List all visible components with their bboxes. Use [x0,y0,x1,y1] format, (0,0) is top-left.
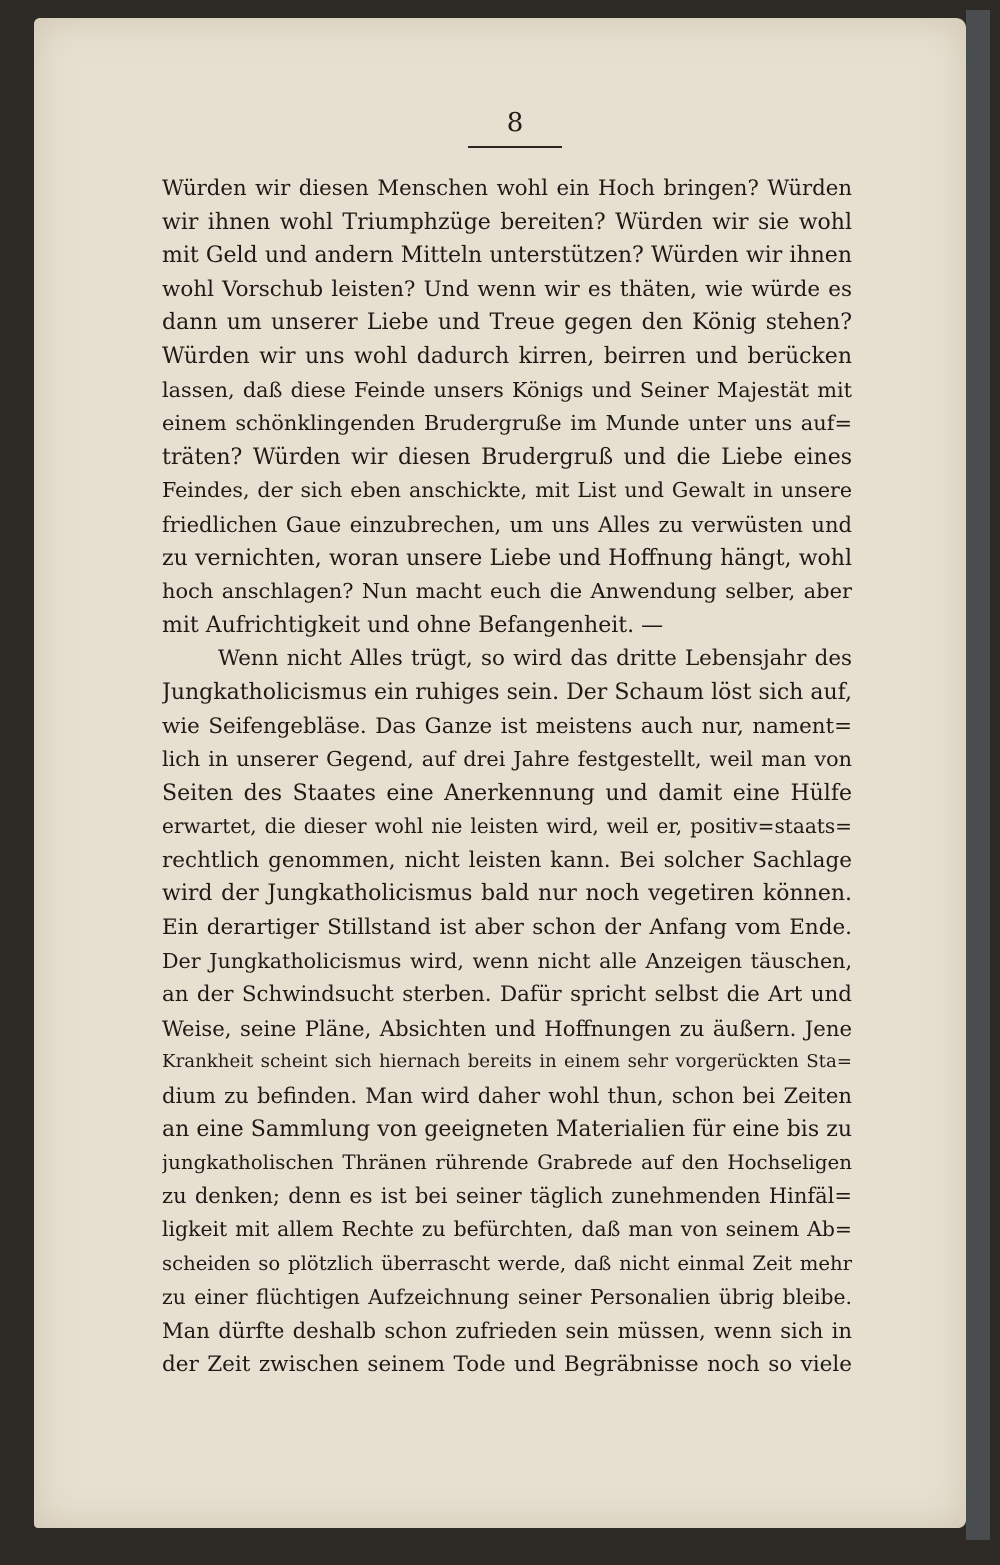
text-line: zu denken; denn es ist bei seiner täglich zunehmenden Hinfäl= [162,1183,852,1208]
text-line: Würden wir uns wohl dadurch kirren, beirren und berücken [162,343,852,369]
text-line: scheiden so plötzlich überrascht werde, daß nicht einmal Zeit mehr [162,1252,852,1275]
text-line: friedlichen Gaue einzubrechen, um uns Alles zu verwüsten und [162,511,852,537]
text-line: Man dürfte deshalb schon zufrieden sein müssen, wenn sich in [162,1318,852,1344]
text-line: Wenn nicht Alles trügt, so wird das dritte Lebensjahr des [218,646,852,672]
text-line: erwartet, die dieser wohl nie leisten wird, weil er, positiv=staats= [162,814,852,839]
text-line: wie Seifengebläse. Das Ganze ist meistens auch nur, nament= [162,713,852,739]
body-text [162,172,852,1381]
text-line: an der Schwindsucht sterben. Dafür spricht selbst die Art und [162,982,852,1008]
text-line: an eine Sammlung von geeigneten Materialien für eine bis zu [162,1116,852,1142]
text-line: jungkatholischen Thränen rührende Grabrede auf den Hochseligen [162,1151,852,1175]
text-line: der Zeit zwischen seinem Tode und Begräbnisse noch so viele [162,1351,852,1377]
text-line: hoch anschlagen? Nun macht euch die Anwendung selber, aber [162,579,852,604]
text-line: lich in unserer Gegend, auf drei Jahre festgestellt, weil man von [162,747,852,772]
text-line: mit Geld und andern Mitteln unterstützen? Würden wir ihnen [162,243,852,269]
text-line: Jungkatholicismus ein ruhiges sein. Der Schaum löst sich auf, [162,679,852,705]
text-line: zu vernichten, woran unsere Liebe und Hoffnung hängt, wohl [162,545,852,571]
text-line: Ein derartiger Stillstand ist aber schon der Anfang vom Ende. [162,915,852,941]
page-number: 8 [506,108,524,138]
text-line: dann um unserer Liebe und Treue gegen den König stehen? [162,310,852,336]
text-line: wird der Jungkatholicismus bald nur noch vegetiren können. [162,881,852,907]
text-line: rechtlich genommen, nicht leisten kann. Bei solcher Sachlage [162,847,852,873]
text-line: Weise, seine Pläne, Absichten und Hoffnungen zu äußern. Jene [162,1015,852,1041]
text-line: Seiten des Staates eine Anerkennung und damit eine Hülfe [162,780,852,806]
text-line: träten? Würden wir diesen Brudergruß und die Liebe eines [162,444,852,470]
text-line: Würden wir diesen Menschen wohl ein Hoch bringen? Würden [162,176,852,201]
text-line: zu einer flüchtigen Aufzeichnung seiner Personalien übrig bleibe. [162,1284,852,1309]
text-line: Krankheit scheint sich hiernach bereits in einem sehr vorgerückten Sta= [162,1051,852,1073]
text-line: wohl Vorschub leisten? Und wenn wir es thäten, wie würde es [162,276,852,302]
page-number-rule [468,146,562,148]
text-line: Der Jungkatholicismus wird, wenn nicht alle Anzeigen täuschen, [162,948,852,973]
text-line: lassen, daß diese Feinde unsers Königs und Seiner Majestät mit [162,377,852,402]
text-line: einem schönklingenden Brudergruße im Munde unter uns auf= [162,411,852,436]
book-edge [966,10,990,1540]
text-line: wir ihnen wohl Triumphzüge bereiten? Würden wir sie wohl [162,209,852,235]
text-line: mit Aufrichtigkeit und ohne Befangenheit. — [162,612,664,638]
text-line: Feindes, der sich eben anschickte, mit List und Gewalt in unsere [162,478,852,503]
text-line: dium zu befinden. Man wird daher wohl thun, schon bei Zeiten [162,1083,852,1109]
text-line: ligkeit mit allem Rechte zu befürchten, daß man von seinem Ab= [162,1217,852,1242]
